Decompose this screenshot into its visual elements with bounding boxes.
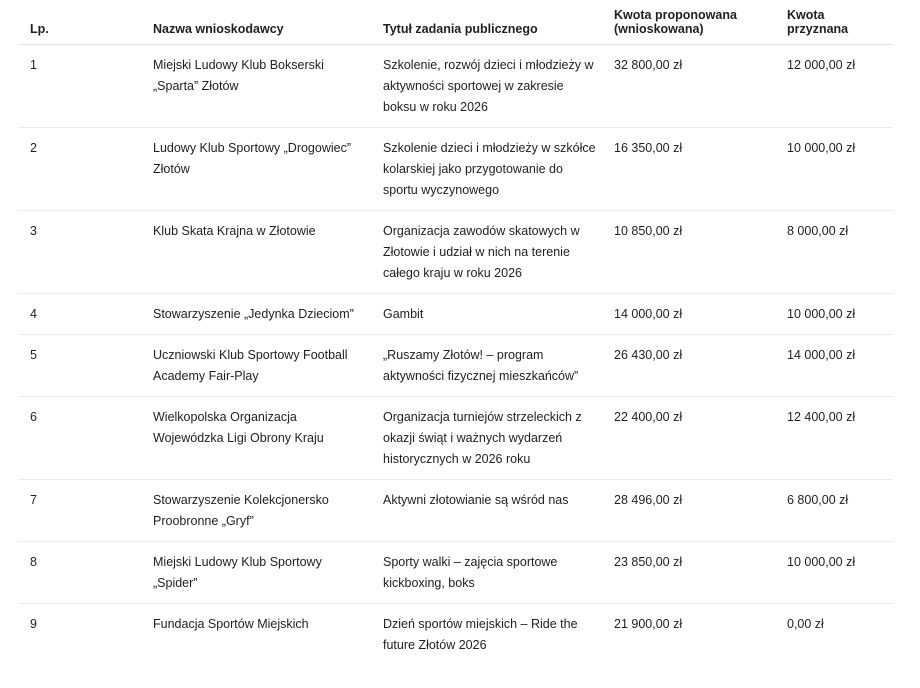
cell-granted-amount: 14 000,00 zł [775,335,893,397]
cell-applicant: Uczniowski Klub Sportowy Football Academy Fair-Play [141,335,371,397]
cell-applicant: Ludowy Klub Sportowy „Drogowiec” Złotów [141,128,371,211]
cell-proposed-amount: 16 350,00 zł [602,128,775,211]
header-task-title: Tytuł zadania publicznego [371,0,602,45]
cell-lp: 9 [30,617,37,631]
cell-granted-amount: 10 000,00 zł [775,542,893,604]
table-row [18,604,893,666]
cell-lp: 1 [18,45,141,128]
cell-lp: 7 [18,480,141,542]
table-row [18,542,893,604]
cell-granted-amount: 10 000,00 zł [775,128,893,211]
cell-proposed-amount: 22 400,00 zł [602,397,775,480]
cell-task-title: Sporty walki – zajęcia sportowe kickboxing, boks [371,542,602,604]
cell-task-title: „Ruszamy Złotów! – program aktywności fizycznej mieszkańców” [371,335,602,397]
cell-task-title: Szkolenie dzieci i młodzieży w szkółce kolarskiej jako przygotowanie do sportu wyczynowego [371,128,602,211]
cell-applicant: Miejski Ludowy Klub Bokserski „Sparta” Złotów [141,45,371,128]
cell-applicant: Stowarzyszenie Kolekcjonersko Proobronne „Gryf” [141,480,371,542]
table-row [18,335,893,397]
cell-proposed-amount: 32 800,00 zł [602,45,775,128]
table-row [18,211,893,294]
cell-proposed-amount: 21 900,00 zł [614,617,683,631]
header-lp: Lp. [18,0,141,45]
cell-applicant: Klub Skata Krajna w Złotowie [141,211,371,294]
table-row [18,294,893,335]
cell-task-title: Aktywni złotowianie są wśród nas [371,480,602,542]
table-header [18,0,893,45]
cell-applicant: Stowarzyszenie „Jedynka Dzieciom” [141,294,371,335]
cell-lp: 5 [18,335,141,397]
cell-granted-amount: 12 400,00 zł [775,397,893,480]
cell-task-title: Organizacja zawodów skatowych w Złotowie i udział w nich na terenie całego kraju w roku 2026 [371,211,602,294]
grants-table [18,0,893,665]
cell-proposed-amount: 10 850,00 zł [602,211,775,294]
table-row [18,397,893,480]
cell-applicant: Fundacja Sportów Miejskich [153,617,309,631]
cell-granted-amount: 6 800,00 zł [775,480,893,542]
cell-granted-amount: 12 000,00 zł [775,45,893,128]
cell-lp: 6 [18,397,141,480]
cell-granted-amount: 8 000,00 zł [775,211,893,294]
table-body [18,45,893,666]
cell-proposed-amount: 28 496,00 zł [602,480,775,542]
cell-lp: 3 [18,211,141,294]
cell-task-title: Dzień sportów miejskich – Ride the future Złotów 2026 [383,617,578,652]
cell-lp: 8 [18,542,141,604]
cell-proposed-amount: 14 000,00 zł [602,294,775,335]
cell-granted-amount: 0,00 zł [787,617,824,631]
cell-applicant: Miejski Ludowy Klub Sportowy „Spider” [141,542,371,604]
cell-task-title: Gambit [371,294,602,335]
cell-granted-amount: 10 000,00 zł [775,294,893,335]
cell-applicant: Wielkopolska Organizacja Wojewódzka Ligi Obrony Kraju [141,397,371,480]
table-row [18,480,893,542]
table-row [18,45,893,128]
cell-task-title: Szkolenie, rozwój dzieci i młodzieży w aktywności sportowej w zakresie boksu w roku 2026 [371,45,602,128]
header-proposed-amount: Kwota proponowana (wnioskowana) [602,0,775,45]
cell-task-title: Organizacja turniejów strzeleckich z okazji świąt i ważnych wydarzeń historycznych w 2026 roku [371,397,602,480]
header-granted-amount: Kwota przyznana [775,0,893,45]
cell-proposed-amount: 23 850,00 zł [602,542,775,604]
cell-lp: 4 [18,294,141,335]
header-row [18,0,893,45]
cell-lp: 2 [18,128,141,211]
header-applicant: Nazwa wnioskodawcy [141,0,371,45]
table-row [18,128,893,211]
cell-proposed-amount: 26 430,00 zł [602,335,775,397]
